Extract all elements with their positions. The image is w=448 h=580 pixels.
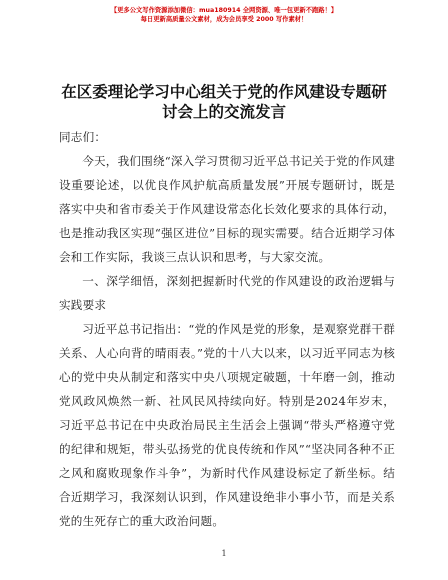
- promo-line-2: 每日更新高质量公文素材，成为会员享受 2000 写作素材！: [140, 16, 308, 23]
- paragraph-intro: 今天，我们围绕“深入学习贯彻习近平总书记关于党的作风建设重要论述，以优良作风护航高质量发展”开展专题研讨，既是落实中央和省市委关于作风建设常态化长效化要求的具体行动，也是推动我区实现“强区进位”目标的现实需要。结合近期学习体会和工作实际，我谈三点认识和思考，与大家交流。: [59, 154, 395, 264]
- paragraph-section-one: 习近平总书记指出：“党的作风是党的形象，是观察党群干群关系、人心向背的晴雨表。”党的十八大以来，以习近平同志为核心的党中央从制定和落实中央八项规定破题，十年磨一剑，推动党风政风焕然一新、社风民风持续向好。特别是2024年岁末，习近平总书记在中央政治局民主生活会上强调“带头严格遵守党的纪律和规矩，带头弘扬党的优良传统和作风”“坚决同各种不正之风和腐败现象作斗争”，为新时代作风建设标定了新坐标。结合近期学习，我深刻认识到，作风建设绝非小事小节，而是关系党的生死存亡的重大政治问题。: [59, 322, 395, 528]
- section-one-heading: 一、深学细悟，深刻把握新时代党的作风建设的政治逻辑与实践要求: [59, 274, 395, 312]
- promo-line-1: 【更多公文写作资源添加微信：mua180914 全网资源、唯一包更新不跑路！】: [110, 7, 338, 14]
- document-title: 在区委理论学习中心组关于党的作风建设专题研讨会上的交流发言: [61, 83, 387, 121]
- document-body: [59, 125, 395, 533]
- promo-banner: [0, 6, 448, 24]
- greeting: 同志们：: [59, 130, 107, 144]
- page-number: 1: [221, 549, 227, 558]
